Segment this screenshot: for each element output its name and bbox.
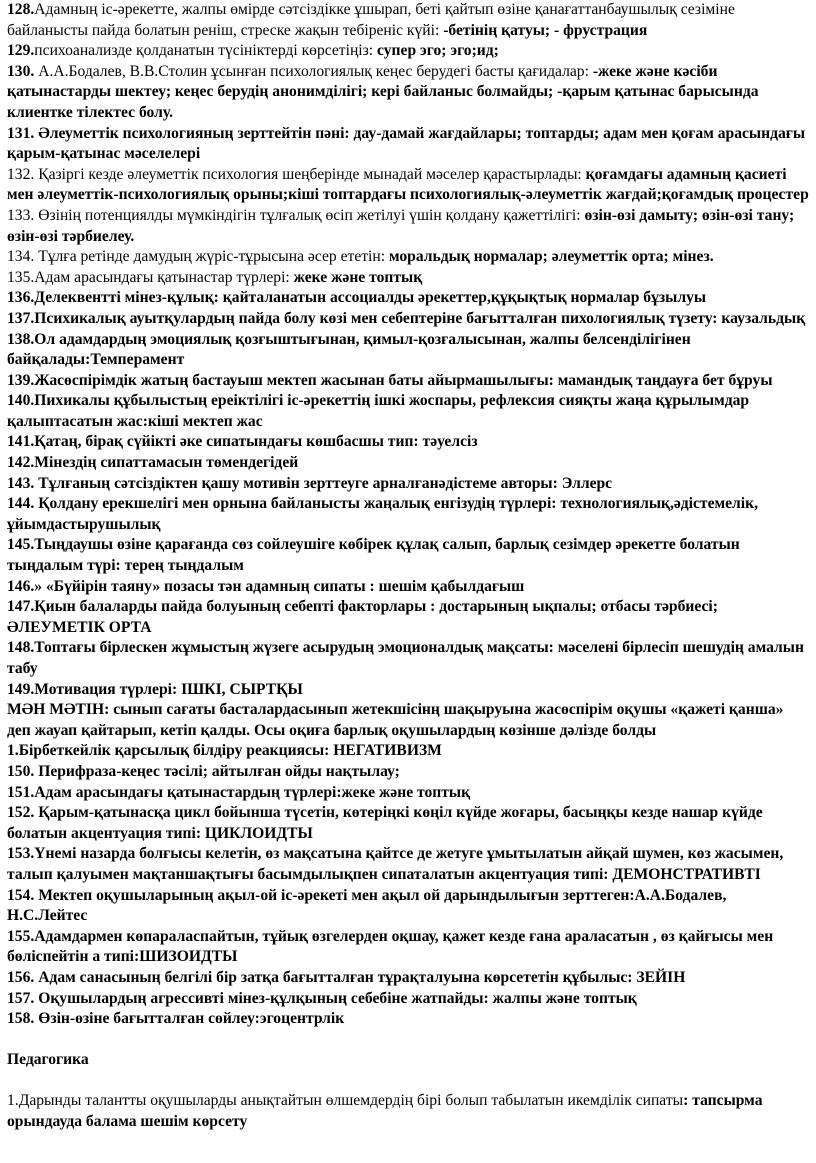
item-question: Мектеп оқушыларының ақыл-ой іс-әрекеті мен ақыл ой дарындылығын зерттеген:	[34, 886, 635, 904]
item-answer: мамандық таңдауға бет бұруы	[557, 371, 773, 389]
question-item	[7, 371, 809, 392]
question-item	[7, 638, 809, 679]
item-question: психоанализде қолданатын түсініктерді көрсетіңіз:	[34, 42, 378, 60]
item-colon: :	[683, 1092, 689, 1110]
item-question: Пихикалы құбылыстың ереіктілігі іс-әрекеттің ішкі жоспары, рефлексия сияқты жаңа құрылымдар қалыптасатын жас:	[7, 392, 750, 430]
item-number: 157.	[7, 989, 35, 1007]
item-answer: жеке және топтық	[341, 783, 471, 801]
item-question: Тұлғаның сәтсіздіктен қашу мотивін зерттеуге арналғанәдістеме авторы:	[34, 474, 562, 492]
question-item	[7, 741, 809, 762]
item-answer: тапсырма орындауда балама шешім көрсету	[7, 1092, 763, 1131]
question-item	[7, 535, 809, 576]
question-item	[7, 844, 809, 885]
item-question: Қолдану ерекшелігі мен орнына байланысты жаңалық енгізудің түрлері:	[34, 495, 561, 513]
item-question: Әлеуметтік психологияның зерттейтін пәні:	[34, 124, 354, 142]
item-answer: дау-дамай жағдайлары; топтарды; адам мен қоғам арасындағы қарым-қатынас мәселелері	[7, 124, 806, 163]
item-answer: мәселені бірлесіп шешудің амалын табу	[7, 639, 804, 677]
item-question: Қатаң, бірақ сүйікті әке сипатындағы көшбасшы тип:	[34, 433, 423, 451]
item-question: МӘН МӘТІН: сынып сағаты басталардасынып жетекшісінң шақыруына жасөспірім оқушы «қажеті қанша» деп жауап қайтарып, кетіп қалды. Осы оқиға барлық оқушылардың көзінше дәлізде болды	[7, 701, 784, 739]
item-number: 145.	[7, 536, 35, 554]
question-item	[7, 453, 809, 474]
item-question: Перифраза-кеңес тәсілі;	[34, 762, 212, 780]
item-answer: моральдық нормалар; әлеуметтік орта; мінез.	[388, 248, 714, 266]
item-number: 141.	[7, 433, 35, 451]
item-question: Қазіргі кезде әлеуметтік психология шеңберінде мынадай мәселер қарастырлады:	[34, 165, 586, 183]
question-item	[7, 494, 809, 535]
item-answer: жалпы және топтық	[492, 989, 637, 1007]
item-question: Адам санасының белгілі бір затқа бағытталған тұрақталуына көрсететін құбылыс:	[34, 968, 637, 986]
item-number: 158.	[7, 1010, 35, 1028]
item-number: 131.	[7, 124, 35, 142]
item-answer: ЗЕЙІН	[636, 968, 686, 986]
question-item	[7, 474, 809, 495]
question-item	[7, 762, 809, 783]
item-question: А.А.Бодалев, В.В.Столин ұсынған психологиялық кеңес берудегі басты қағидалар:	[34, 62, 593, 80]
item-answer: жеке және топтық	[293, 268, 423, 286]
last-item	[7, 1091, 809, 1132]
section-title: Педагогика	[7, 1051, 89, 1069]
question-item	[7, 680, 809, 701]
item-question: Ол адамдардың эмоциялық қозғыштығынан, қимыл-қозғалысынан, жалпы белсенділігінен байқалады:	[7, 330, 691, 369]
item-answer: каузальдық	[721, 309, 806, 327]
question-item	[7, 927, 809, 968]
item-number: 153.	[7, 845, 35, 863]
item-answer: технологиялық,әдістемелік, ұйымдастырушылық	[7, 495, 759, 533]
question-item	[7, 968, 809, 989]
item-number: 148.	[7, 639, 35, 657]
item-question: Тұлға ретінде дамудың жүріс-тұрысына әсер ететін:	[34, 248, 389, 266]
item-number: 128.	[7, 1, 35, 18]
item-number: 143.	[7, 474, 35, 492]
question-item	[7, 309, 809, 330]
item-number: 138.	[7, 330, 35, 348]
item-question: Топтағы бірлескен жұмыстың жүзеге асырудың эмоционалдық мақсаты:	[34, 639, 558, 657]
item-number: 140.	[7, 392, 35, 410]
item-question: » «Бүйірін таяну» позасы тән адамның сипаты :	[34, 577, 379, 595]
question-item	[7, 124, 809, 165]
item-question: Адам арасындағы қатынастар түрлері:	[34, 268, 294, 286]
item-answer: НЕГАТИВИЗМ	[333, 742, 442, 760]
item-number: 156.	[7, 968, 35, 986]
question-item	[7, 577, 809, 598]
item-number: 154.	[7, 886, 35, 904]
item-number: 133.	[7, 206, 35, 224]
item-number: 151.	[7, 783, 35, 801]
item-number: 135.	[7, 268, 35, 286]
item-question: Делеквентті мінез-құлық:	[34, 289, 223, 307]
item-number: 136.	[7, 289, 35, 307]
question-item	[7, 0, 809, 41]
item-question: Адамдармен көпараласпайтын, тұйық өзгелерден оқшау, қажет кезде ғана араласатын , өз қайғысы мен бөліспейтін а типі:	[7, 927, 774, 966]
item-question: Мотивация түрлері:	[34, 680, 182, 698]
item-question: Психикалық ауытқулардың пайда болу көзі мен себептеріне бағытталған пихологиялық түзету:	[34, 309, 722, 327]
question-item	[7, 803, 809, 844]
question-item	[7, 330, 809, 371]
item-answer: Темперамент	[90, 351, 185, 369]
item-number: 147.	[7, 598, 35, 616]
item-number: 129.	[7, 42, 35, 60]
question-item	[7, 783, 809, 804]
item-answer: терең тыңдалым	[124, 557, 244, 575]
item-answer: айтылған ойды нақтылау;	[211, 762, 400, 780]
item-question: Өзін-өзіне бағытталған сөйлеу:	[34, 1010, 260, 1028]
item-answer: қайталанатын ассоциалды әрекеттер,құқықтық нормалар бұзылуы	[222, 289, 707, 307]
item-answer: қоғамдағы адамның қасиеті мен әлеуметтік-психологиялық орыны;кіші топтардағы психологиялық-әлеуметтік жағдай;қоғамдық процестер	[7, 165, 809, 204]
question-item	[7, 989, 809, 1010]
item-question: Қарым-қатынасқа цикл бойынша түсетін, көтеріңкі көңіл күйде жоғары, басыңқы кезде нашар күйде болатын акцентуация типі:	[7, 804, 763, 842]
item-question: Дарынды талантты оқушыларды анықтайтын өлшемдердің бірі болып табылатын икемділік сипаты	[18, 1092, 684, 1110]
item-answer: -жеке және кәсіби қатынастарды шектеу; кеңес берудің анонимділігі; кері байланыс болмайды; -қарым қатынас барысында клиентке тілектес болу.	[7, 62, 759, 121]
question-item	[7, 206, 809, 247]
item-question: Адамның іс-әрекетте, жалпы өмірде сәтсіздікке ұшырап, беті қайтып өзіне қанағаттанбаушылық сезіміне байланысты пайда болатын реніш, стреске жақын тебіреніс күйі:	[7, 1, 735, 39]
item-question: Үнемі назарда болғысы келетін, өз мақсатына қайтсе де жетуге ұмытылатын айқай шумен, көз жасымен, талып қалуымен мақтаншақтығы басымдылықпен сипаталатын акцентуация типі:	[7, 845, 784, 883]
question-item	[7, 62, 809, 124]
question-item	[7, 432, 809, 453]
question-item	[7, 165, 809, 206]
item-number: 155.	[7, 927, 35, 945]
item-answer: кіші мектеп жас	[147, 412, 263, 430]
item-question: Тыңдаушы өзіне қарағанда сөз сойлеушіге көбірек құлақ салып, барлық сезімдер әрекетте болатын тыңдалым түрі:	[7, 536, 740, 575]
item-number: 132.	[7, 165, 35, 183]
question-item	[7, 247, 809, 268]
item-number: 130.	[7, 62, 35, 80]
item-answer: ДЕМОНСТРАТИВТІ	[612, 865, 761, 883]
item-answer: достарының ықпалы; отбасы тәрбиесі; ӘЛЕУМЕТІК ОРТА	[7, 598, 718, 636]
item-answer: ІШКІ, СЫРТҚЫ	[181, 680, 303, 698]
item-answer: шешім қабылдағыш	[378, 577, 525, 595]
question-item	[7, 1009, 809, 1030]
item-question: Қиын балаларды пайда болуының себепті факторлары :	[34, 598, 440, 616]
item-question: Адам арасындағы қатынастардың түрлері:	[34, 783, 342, 801]
document-body	[7, 0, 809, 1133]
item-number: 149.	[7, 680, 35, 698]
item-question: Мінездің сипаттамасын төмендегідей	[34, 454, 299, 472]
question-item	[7, 41, 809, 62]
item-answer: өзін-өзі дамыту; өзін-өзі тану; өзін-өзі тәрбиелеу.	[7, 206, 795, 245]
item-question: Оқушылардың агрессивті мінез-құлқының себебіне жатпайды:	[34, 989, 493, 1007]
question-item	[7, 597, 809, 638]
question-item	[7, 268, 809, 289]
question-item	[7, 391, 809, 432]
item-number: 146.	[7, 577, 35, 595]
item-answer: тәуелсіз	[422, 433, 478, 451]
item-answer: супер эго; эго;ид;	[377, 42, 499, 60]
item-number: 139.	[7, 371, 35, 389]
spacer	[7, 1030, 809, 1051]
item-number: 137.	[7, 309, 35, 327]
item-answer: ЦИКЛОИДТЫ	[204, 824, 313, 842]
item-number: 150.	[7, 762, 35, 780]
item-answer: Эллерс	[561, 474, 613, 492]
question-item	[7, 886, 809, 927]
spacer	[7, 1071, 809, 1092]
item-number: 1.	[7, 1092, 19, 1110]
item-question: Бірбеткейлік қарсылық білдіру реакциясы:	[18, 742, 334, 760]
question-item	[7, 700, 809, 741]
item-question: Жасөспірімдік жатың бастауыш мектеп жасынан баты айырмашылығы:	[34, 371, 558, 389]
item-number: 134.	[7, 248, 35, 266]
item-answer: -бетінің қатуы; - фрустрация	[443, 21, 648, 39]
item-number: 144.	[7, 495, 35, 513]
item-answer: ШИЗОИДТЫ	[139, 948, 238, 966]
item-answer: А.А.Бодалев, Н.С.Лейтес	[7, 886, 727, 925]
item-number: 152.	[7, 804, 35, 822]
item-number: 1.	[7, 742, 19, 760]
question-item	[7, 288, 809, 309]
item-answer: эгоцентрлік	[259, 1010, 345, 1028]
item-number: 142.	[7, 454, 35, 472]
question-list	[7, 0, 809, 1030]
item-question: Өзінің потенциялды мүмкіндігін тұлғалық өсіп жетілуі үшін қолдану қажеттілігі:	[34, 206, 585, 224]
